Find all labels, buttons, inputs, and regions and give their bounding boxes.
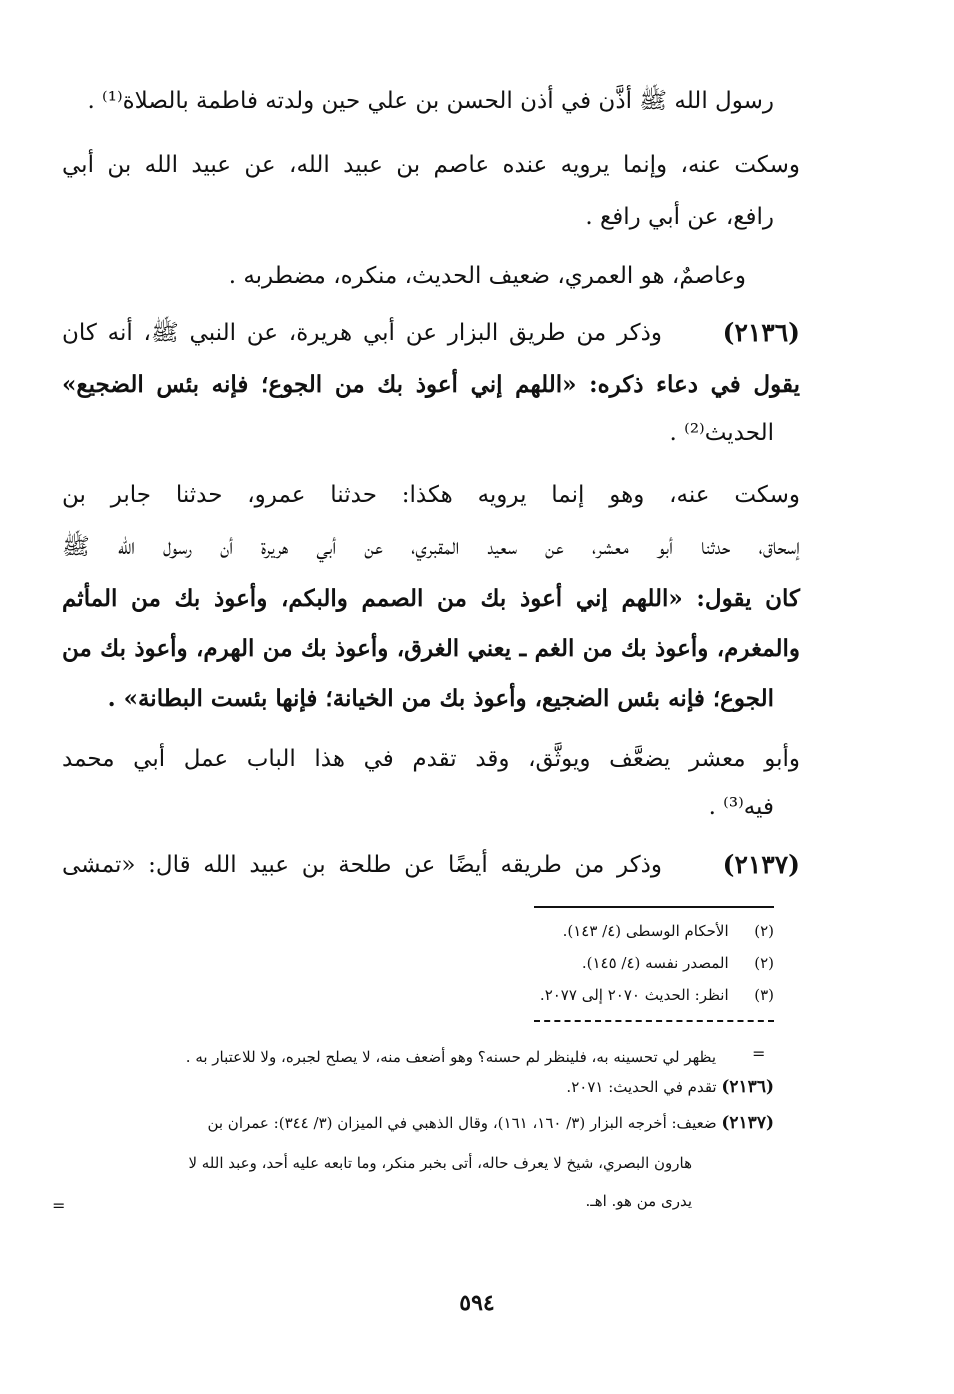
body-text: وذكر من طريق البزار عن أبي هريرة، عن النبي ﷺ، أنه كان (62, 320, 662, 346)
body-line: إسحاق، حدثنا أبو معشر، عن سعيد المقبري، عن أبي هريرة أن رسول الله ﷺ (62, 534, 800, 560)
body-line: الجوع؛ فإنه بئس الضجيع، وأعوذ بك من الخيانة؛ فإنها بئست البطانة» . (107, 685, 774, 712)
footnote-marker: (٣) (754, 986, 774, 1004)
footnote-text: المصدر نفسه (٤/ ١٤٥). (581, 954, 729, 972)
footnote-dashed-separator (534, 1020, 774, 1022)
footnote: هارون البصري، شيخ لا يعرف حاله، أتى بخبر منكر، وما تابعه عليه أحد، وعبد الله لا (188, 1154, 692, 1172)
hadith-number: (٢١٣٧) (722, 850, 800, 879)
page-number: ٥٩٤ (459, 1290, 495, 1316)
body-line (62, 318, 800, 348)
footnote-marker: (٢) (754, 954, 774, 972)
body-line: فيه⁽³⁾ . (708, 794, 774, 820)
body-text: وذكر من طريقه أيضًا عن طلحة بن عبيد الله قال: «تمشى (62, 852, 662, 878)
footnote (474, 984, 774, 1006)
footnote-text: ضعيف: أخرجه البزار (٣/ ١٦٠، ١٦١)، وقال الذهبي في الميزان (٣/ ٣٤٤): عمران بن (207, 1114, 717, 1132)
footnote-separator (534, 906, 774, 908)
body-line: يقول في دعاء ذكره: «اللهم إني أعوذ بك من الجوع؛ فإنه بئس الضجيع» (62, 371, 800, 398)
body-line (62, 850, 800, 880)
footnote-text: الأحكام الوسطى (٤/ ١٤٣). (562, 922, 729, 940)
footnote-text: انظر: الحديث ٢٠٧٠ إلى ٢٠٧٧. (539, 986, 729, 1004)
footnote: يدرى من هو. اهـ. (585, 1192, 692, 1210)
footnote-number: (٢١٣٧) (721, 1113, 774, 1133)
footnote-marker: (٢) (754, 922, 774, 940)
body-line: وسكت عنه، وإنما يرويه عنده عاصم بن عبيد الله، عن عبيد الله بن أبي (62, 152, 800, 178)
footnote (374, 1076, 774, 1098)
body-line: الحديث⁽²⁾ . (669, 420, 774, 446)
body-line: وسكت عنه، وهو إنما يرويه هكذا: حدثنا عمرو، حدثنا جابر بن (62, 482, 800, 508)
continuation-mark: = (752, 1044, 766, 1063)
body-line: كان يقول: «اللهم إني أعوذ بك من الصمم والبكم، وأعوذ بك من المأثم (62, 585, 800, 612)
footnote-number: (٢١٣٦) (721, 1077, 774, 1097)
footnote (474, 920, 774, 942)
footnote (474, 952, 774, 974)
continuation-mark: = (52, 1196, 66, 1215)
body-line: وأبو معشر يضعَّف ويوثَّق، وقد تقدم في هذا الباب عمل أبي محمد (62, 746, 800, 772)
body-line: والمغرم، وأعوذ بك من الغم ـ يعني الغرق، وأعوذ بك من الهرم، وأعوذ بك من (62, 635, 800, 662)
footnote (59, 1112, 774, 1134)
footnote-text: تقدم في الحديث: ٢٠٧١. (566, 1078, 717, 1096)
footnote: يظهر لي تحسينه به، فلينظر لم حسنه؟ وهو أضعف منه، لا يصلح لجبره، ولا للاعتبار به . (185, 1048, 716, 1066)
body-line: رسول الله ﷺ أذَّن في أذن الحسن بن علي حين ولدته فاطمة بالصلاة⁽¹⁾ . (87, 88, 774, 114)
body-line: وعاصمٌ، هو العمري، ضعيف الحديث، منكره، مضطربه . (228, 263, 746, 289)
hadith-number: (٢١٣٦) (722, 318, 800, 347)
body-line: رافع، عن أبي رافع . (585, 204, 774, 230)
